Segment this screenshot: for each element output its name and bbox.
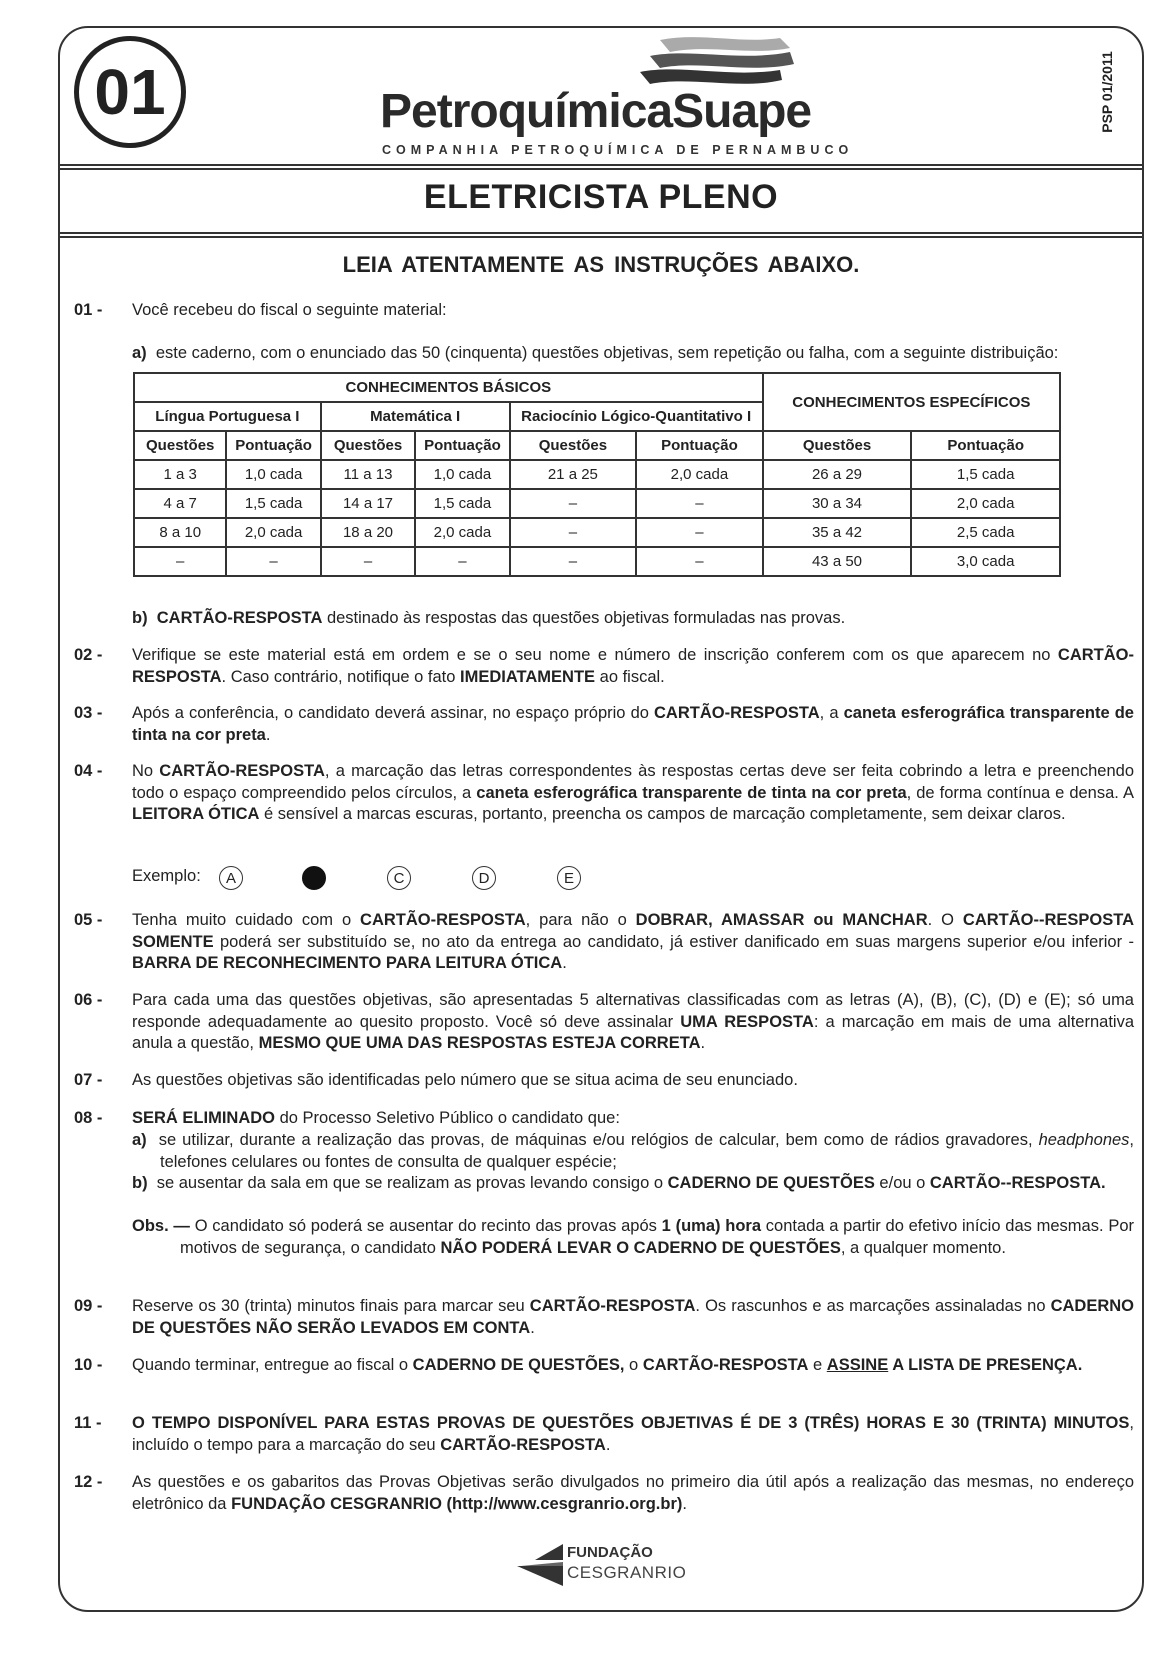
option-d-icon: D: [472, 866, 496, 890]
table-cell: 1,5 cada: [415, 489, 509, 518]
group-raciocinio: Raciocínio Lógico-Quantitativo I: [510, 402, 763, 431]
item-number: 06 -: [74, 991, 103, 1009]
table-row: [134, 547, 1060, 576]
instructions-heading: LEIA ATENTAMENTE AS INSTRUÇÕES ABAIXO.: [342, 252, 860, 277]
table-cell: 1,5 cada: [911, 460, 1060, 489]
group-matematica: Matemática I: [321, 402, 510, 431]
divider: [58, 232, 1144, 234]
instruction-08a: a) se utilizar, durante a realização das provas, de máquinas e/ou relógios de calcular, bem como de rádios gravadores, headphones, telefones celulares ou fontes de consulta de qualquer espécie;: [132, 1131, 1135, 1171]
col-pontuacao: Pontuação: [636, 431, 763, 460]
table-row: [134, 460, 1060, 489]
item-text: Para cada uma das questões objetivas, são apresentadas 5 alternativas classificadas com as letras (A), (B), (C), (D) e (E); só uma responde adequadamente ao quesito proposto. Você só deve assinalar UMA RESPOSTA: a marcação em mais de uma alternativa anula a questão, MESMO QUE UMA DAS RESPOSTAS ESTEJA CORRETA.: [132, 991, 1135, 1052]
header-especificos: CONHECIMENTOS ESPECÍFICOS: [763, 373, 1060, 431]
table-cell: 1,5 cada: [226, 489, 320, 518]
table-cell: –: [636, 518, 763, 547]
item-text: Após a conferência, o candidato deverá assinar, no espaço próprio do CARTÃO-RESPOSTA, a caneta esferográfica transparente de tinta na cor preta.: [132, 704, 1134, 744]
item-number: 08 -: [74, 1109, 103, 1127]
example-label: Exemplo:: [132, 867, 201, 885]
table-cell: 1 a 3: [134, 460, 226, 489]
col-questoes: Questões: [510, 431, 637, 460]
table-cell: 2,0 cada: [226, 518, 320, 547]
item-number: 03 -: [74, 704, 103, 722]
table-cell: 1,0 cada: [415, 460, 509, 489]
item-number: 04 -: [74, 762, 103, 780]
item-text: Verifique se este material está em ordem e se o seu nome e número de inscrição conferem com os que aparecem no CARTÃO-RESPOSTA. Caso contrário, notifique o fato IMEDIATAMENTE ao fiscal.: [132, 646, 1134, 686]
table-cell: 21 a 25: [510, 460, 637, 489]
cesgranrio-emblem-icon: [515, 1542, 565, 1588]
item-text: As questões objetivas são identificadas pelo número que se situa acima de seu enunciado.: [132, 1071, 798, 1089]
item-number: 10 -: [74, 1356, 103, 1374]
table-cell: 43 a 50: [763, 547, 912, 576]
logo-name: PetroquímicaSuape: [380, 85, 812, 138]
table-cell: 2,0 cada: [415, 518, 509, 547]
group-portugues: Língua Portuguesa I: [134, 402, 321, 431]
item-number: 07 -: [74, 1071, 103, 1089]
table-cell: 2,5 cada: [911, 518, 1060, 547]
footer-line2: CESGRANRIO: [567, 1563, 687, 1582]
table-cell: –: [134, 547, 226, 576]
col-questoes: Questões: [134, 431, 226, 460]
logo-subtitle: COMPANHIA PETROQUÍMICA DE PERNAMBUCO: [382, 143, 854, 157]
table-cell: 8 a 10: [134, 518, 226, 547]
col-pontuacao: Pontuação: [226, 431, 320, 460]
table-row: [134, 518, 1060, 547]
exam-title: ELETRICISTA PLENO: [423, 178, 779, 216]
item-text: destinado às respostas das questões objetivas formuladas nas provas.: [322, 609, 846, 627]
table-row: [134, 489, 1060, 518]
item-text: SERÁ ELIMINADO do Processo Seletivo Público o candidato que:: [132, 1109, 620, 1127]
item-text: O TEMPO DISPONÍVEL PARA ESTAS PROVAS DE QUESTÕES OBJETIVAS É DE 3 (TRÊS) HORAS E 30 (TRINTA) MINUTOS, incluído o tempo para a marcação do seu CARTÃO-RESPOSTA.: [132, 1414, 1134, 1454]
table-cell: –: [636, 547, 763, 576]
col-questoes: Questões: [763, 431, 912, 460]
table-cell: –: [510, 518, 637, 547]
item-text: Tenha muito cuidado com o CARTÃO-RESPOSTA, para não o DOBRAR, AMASSAR ou MANCHAR. O CARTÃO--RESPOSTA SOMENTE poderá ser substituído se, no ato da entrega ao candidato, já estiver danificado em suas margens superior e/ou inferior - BARRA DE RECONHECIMENTO PARA LEITURA ÓTICA.: [132, 911, 1135, 972]
option-e-icon: E: [557, 866, 581, 890]
table-cell: 14 a 17: [321, 489, 415, 518]
divider: [58, 164, 1144, 166]
instruction-08b: b) se ausentar da sala em que se realizam as provas levando consigo o CADERNO DE QUESTÕES e/ou o CARTÃO--RESPOSTA.: [132, 1174, 1106, 1192]
item-number: 11 -: [74, 1414, 102, 1432]
item-number: 02 -: [74, 646, 103, 664]
booklet-number: 01: [74, 36, 186, 148]
exam-code: PSP 01/2011: [1099, 51, 1115, 133]
instruction-08-obs: Obs. — O candidato só poderá se ausentar do recinto das provas após 1 (uma) hora contada a partir do efetivo início das mesmas. Por motivos de segurança, o candidato NÃO PODERÁ LEVAR O CADERNO DE QUESTÕES, a qualquer momento.: [132, 1217, 1134, 1257]
table-cell: 30 a 34: [763, 489, 912, 518]
footer-line1: FUNDAÇÃO: [567, 1544, 653, 1561]
table-cell: –: [510, 489, 637, 518]
header-basicos: CONHECIMENTOS BÁSICOS: [134, 373, 763, 402]
table-cell: 4 a 7: [134, 489, 226, 518]
table-cell: 3,0 cada: [911, 547, 1060, 576]
table-cell: 11 a 13: [321, 460, 415, 489]
option-a-icon: A: [219, 866, 243, 890]
item-number: 12 -: [74, 1473, 103, 1491]
item-text: este caderno, com o enunciado das 50 (cinquenta) questões objetivas, sem repetição ou falha, com a seguinte distribuição:: [155, 344, 1059, 362]
table-cell: –: [510, 547, 637, 576]
petroquimica-logo: [370, 34, 854, 160]
cesgranrio-logo: [515, 1540, 687, 1588]
option-c-icon: C: [387, 866, 411, 890]
distribution-table: [133, 372, 1061, 577]
item-number: 05 -: [74, 911, 103, 929]
table-cell: 1,0 cada: [226, 460, 320, 489]
table-cell: 2,0 cada: [911, 489, 1060, 518]
table-cell: –: [636, 489, 763, 518]
col-pontuacao: Pontuação: [911, 431, 1060, 460]
divider: [58, 168, 1144, 170]
instruction-01b: [132, 608, 1134, 630]
item-text: Reserve os 30 (trinta) minutos finais para marcar seu CARTÃO-RESPOSTA. Os rascunhos e as marcações assinaladas no CADERNO DE QUESTÕES NÃO SERÃO LEVADOS EM CONTA.: [132, 1297, 1135, 1337]
table-cell: 26 a 29: [763, 460, 912, 489]
table-cell: 2,0 cada: [636, 460, 763, 489]
col-questoes: Questões: [321, 431, 415, 460]
table-cell: –: [226, 547, 320, 576]
item-text: Você recebeu do fiscal o seguinte material:: [132, 301, 447, 319]
table-cell: –: [321, 547, 415, 576]
table-cell: –: [415, 547, 509, 576]
col-pontuacao: Pontuação: [415, 431, 509, 460]
item-bold: CARTÃO-RESPOSTA: [156, 609, 323, 627]
option-b-filled-icon: [302, 866, 326, 890]
item-text: Quando terminar, entregue ao fiscal o CADERNO DE QUESTÕES, o CARTÃO-RESPOSTA e ASSINE A LISTA DE PRESENÇA.: [132, 1356, 1083, 1374]
item-text: No CARTÃO-RESPOSTA, a marcação das letras correspondentes às respostas certas deve ser feita cobrindo a letra e preenchendo todo o espaço compreendido pelos círculos, a caneta esferográfica transparente de tinta na cor preta, de forma contínua e densa. A LEITORA ÓTICA é sensível a marcas escuras, portanto, preencha os campos de marcação completamente, sem deixar claros.: [132, 762, 1134, 823]
item-label: a): [132, 344, 147, 362]
table-cell: 18 a 20: [321, 518, 415, 547]
table-cell: 35 a 42: [763, 518, 912, 547]
instruction-01a: [132, 343, 1134, 365]
item-text: As questões e os gabaritos das Provas Objetivas serão divulgados no primeiro dia útil após a realização das mesmas, no endereço eletrônico da FUNDAÇÃO CESGRANRIO (http://www.cesgranrio.org.br).: [132, 1473, 1134, 1513]
divider: [58, 236, 1144, 238]
item-label: b): [132, 609, 148, 627]
item-number: 01 -: [74, 301, 103, 319]
item-number: 09 -: [74, 1297, 103, 1315]
